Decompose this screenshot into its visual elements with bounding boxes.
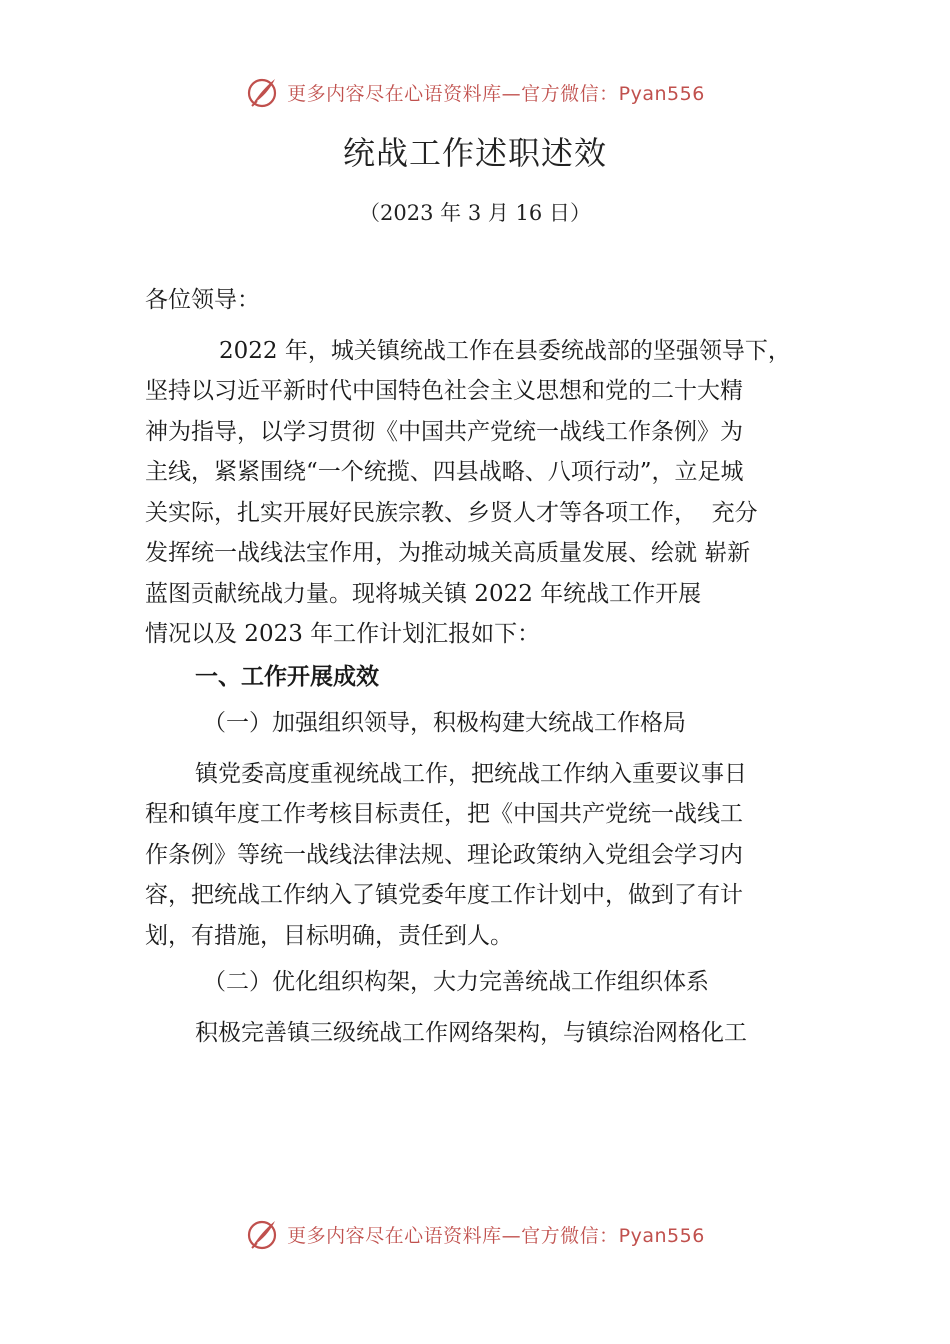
subsection-heading-2: （二）优化组织构架，大力完善统战工作组织体系 [203, 969, 709, 995]
paragraph-line: 积极完善镇三级统战工作网络架构，与镇综治网格化工 [195, 1019, 747, 1046]
intro-line: 2022 年，城关镇统战工作在县委统战部的坚强领导下， [219, 337, 791, 364]
watermark-footer [0, 1214, 950, 1254]
feather-logo-icon [245, 75, 279, 109]
intro-line: 发挥统一战线法宝作用，为推动城关高质量发展、绘就 崭新 [145, 540, 751, 566]
intro-line: 主线，紧紧围绕“一个统揽、四县战略、八项行动”，立足城 [145, 459, 744, 485]
document-body [145, 280, 845, 1053]
paragraph-line: 作条例》等统一战线法律法规、理论政策纳入党组会学习内 [145, 841, 743, 868]
paragraph-line: 镇党委高度重视统战工作，把统战工作纳入重要议事日 [195, 760, 747, 787]
subsection-heading-1: （一）加强组织领导，积极构建大统战工作格局 [203, 710, 686, 736]
document-date: （2023 年 3 月 16 日） [359, 201, 591, 225]
document-title: 统战工作述职述效 [342, 134, 607, 172]
watermark-text: 更多内容尽在心语资料库—官方微信：Pyan556 [287, 82, 705, 105]
intro-line: 神为指导，以学习贯彻《中国共产党统一战线工作条例》为 [145, 418, 743, 445]
intro-line: 情况以及 2023 年工作计划汇报如下： [145, 621, 541, 647]
subsection-2-paragraph [145, 1013, 845, 1054]
paragraph-line: 划，有措施，目标明确，责任到人。 [145, 922, 513, 949]
watermark-text: 更多内容尽在心语资料库—官方微信：Pyan556 [287, 1224, 705, 1247]
subsection-1-paragraph [145, 754, 845, 957]
intro-paragraph [145, 331, 845, 655]
feather-logo-icon [245, 1217, 279, 1251]
watermark-header [0, 72, 950, 112]
section-heading-1: 一、工作开展成效 [195, 663, 379, 690]
intro-line: 坚持以习近平新时代中国特色社会主义思想和党的二十大精 [145, 378, 743, 404]
greeting: 各位领导： [145, 287, 260, 313]
paragraph-line: 程和镇年度工作考核目标责任，把《中国共产党统一战线工 [145, 801, 743, 827]
intro-line: 蓝图贡献统战力量。现将城关镇 2022 年统战工作开展 [145, 580, 702, 607]
paragraph-line: 容，把统战工作纳入了镇党委年度工作计划中，做到了有计 [145, 882, 743, 908]
intro-line: 关实际，扎实开展好民族宗教、乡贤人才等各项工作， 充分 [145, 499, 758, 526]
